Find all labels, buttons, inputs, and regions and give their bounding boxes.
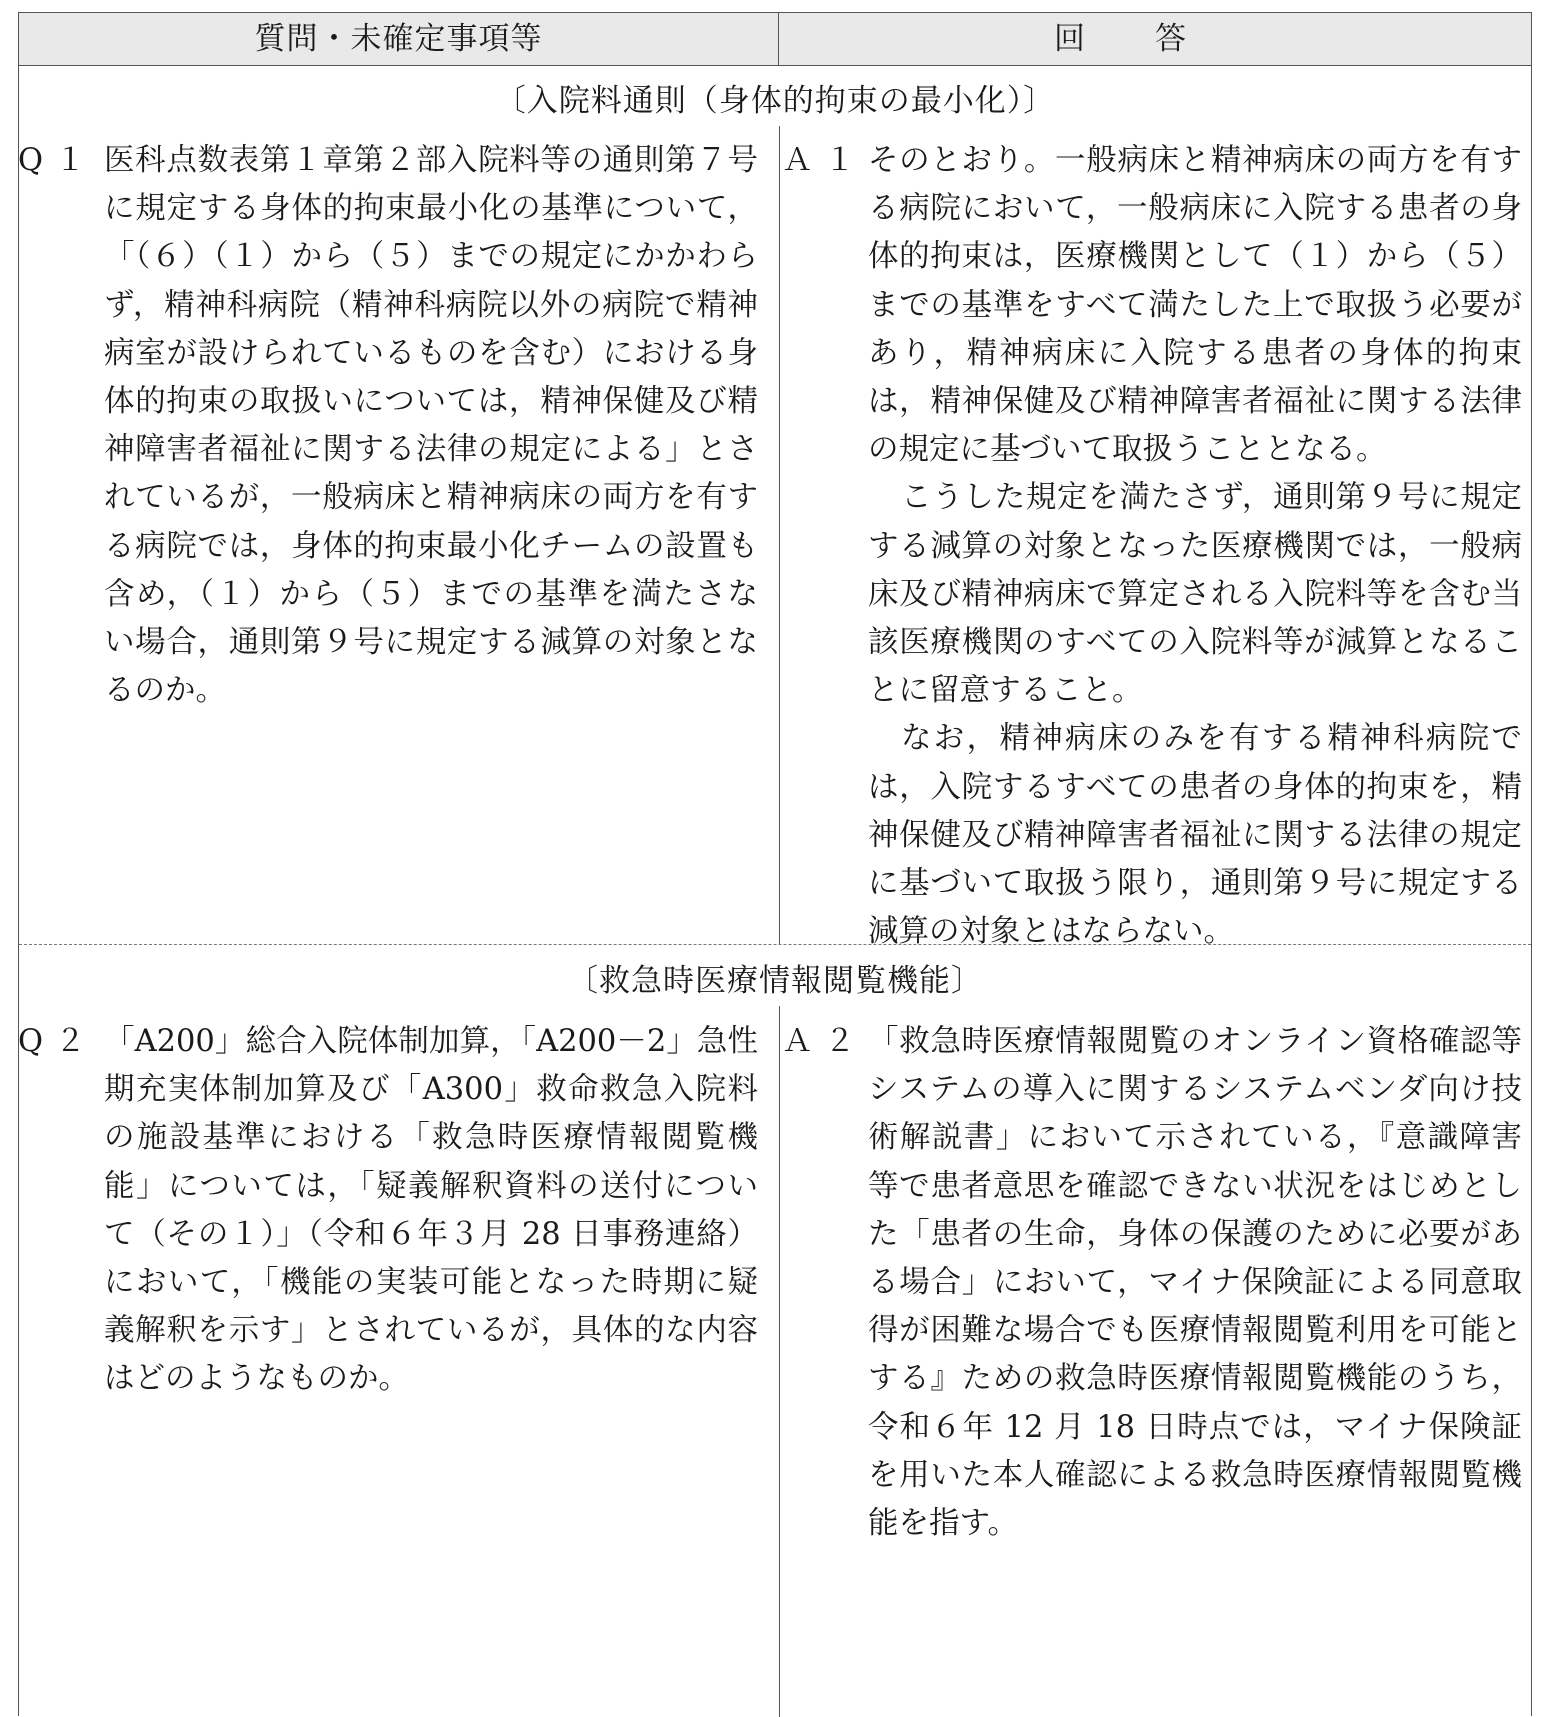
question-block (18, 137, 758, 715)
question-label: Q１ (18, 143, 98, 178)
answer-paragraph: なお，精神病床のみを有する精神科病院では，入院するすべての患者の身体的拘束を，精神保健及び精神障害者福祉に関する法律の規定に基づいて取扱う限り，通則第９号に規定する減算の対象とはならない。 (868, 721, 1522, 950)
answer-block (782, 137, 1522, 956)
answer-paragraph: そのとおり。一般病床と精神病床の両方を有する病院において，一般病床に入院する患者の身体的拘束は，医療機関として（１）から（５）までの基準をすべて満たした上で取扱う必要があり，精神病床に入院する患者の身体的拘束は，精神保健及び精神障害者福祉に関する法律の規定に基づいて取扱うこととなる。 (868, 143, 1522, 468)
section-title: 〔入院料通則（身体的拘束の最小化）〕 (494, 83, 1056, 119)
question-block (18, 1018, 758, 1404)
question-label: Q２ (18, 1024, 98, 1059)
column-divider (779, 1006, 780, 1717)
question-text: 医科点数表第１章第２部入院料等の通則第７号に規定する身体的拘束最小化の基準について，「（６）（１）から（５）までの規定にかかわらず，精神科病院（精神科病院以外の病院で精神病室が設けられているものを含む）における身体的拘束の取扱いについては，精神保健及び精神障害者福祉に関する法律の規定による」とされているが，一般病床と精神病床の両方を有する病院では，身体的拘束最小化チームの設置も含め，（１）から（５）までの基準を満たさない場合，通則第９号に規定する減算の対象となるのか。 (104, 143, 758, 709)
question-text: 「A200」総合入院体制加算，「A200－2」急性期充実体制加算及び「A300」救命救急入院料の施設基準における「救急時医療情報閲覧機能」については，「疑義解釈資料の送付について（その１）」（令和６年３月 28 日事務連絡）において，「機能の実装可能となった時期に疑義解釈を示す」とされているが，具体的な内容はどのようなものか。 (104, 1024, 758, 1397)
section-title: 〔救急時医療情報閲覧機能〕 (567, 963, 983, 999)
answer-paragraph: 「救急時医療情報閲覧のオンライン資格確認等システムの導入に関するシステムベンダ向け技術解説書」において示されている，『意識障害等で患者意思を確認できない状況をはじめとした「患者の生命，身体の保護のために必要がある場合」において，マイナ保険証による同意取得が困難な場合でも医療情報閲覧利用を可能とする』ための救急時医療情報閲覧機能のうち，令和６年 12 月 18 日時点では，マイナ保険証を用いた本人確認による救急時医療情報閲覧機能を指す。 (868, 1024, 1522, 1542)
answer-label: Ａ２ (782, 1024, 867, 1059)
answer-paragraph: こうした規定を満たさず，通則第９号に規定する減算の対象となった医療機関では，一般病床及び精神病床で算定される入院料等を含む当該医療機関のすべての入院料等が減算となることに留意すること。 (868, 480, 1522, 709)
answer-label: Ａ１ (782, 143, 867, 178)
table-header (19, 13, 1531, 66)
question-column-header: 質問・未確定事項等 (19, 13, 779, 65)
answer-block (782, 1018, 1522, 1548)
column-divider (779, 126, 780, 944)
answer-column-header: 回答 (1054, 21, 1256, 57)
